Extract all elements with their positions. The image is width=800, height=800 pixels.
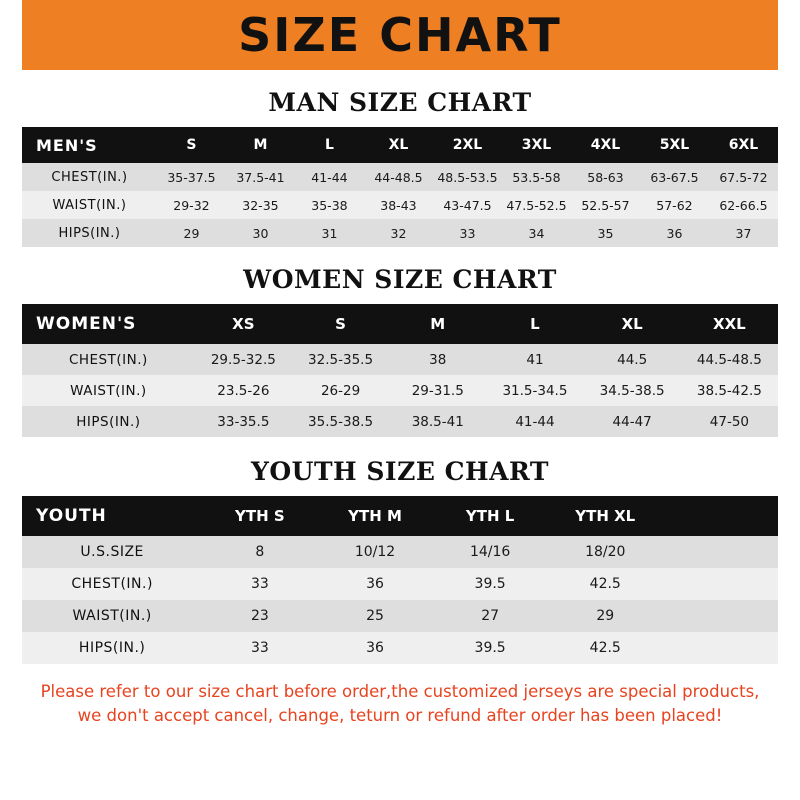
col-header-1: XS bbox=[195, 304, 292, 344]
cell: 44-47 bbox=[584, 406, 681, 437]
cell: 30 bbox=[226, 219, 295, 247]
page-title: SIZE CHART bbox=[238, 8, 562, 62]
row-label: CHEST(IN.) bbox=[22, 344, 195, 375]
cell: 31 bbox=[295, 219, 364, 247]
man-section-title: MAN SIZE CHART bbox=[268, 88, 532, 117]
cell: 29.5-32.5 bbox=[195, 344, 292, 375]
cell: 23 bbox=[202, 600, 317, 632]
col-header-3: M bbox=[389, 304, 486, 344]
cell: 57-62 bbox=[640, 191, 709, 219]
col-header-5 bbox=[663, 496, 778, 536]
col-header-4: YTH XL bbox=[548, 496, 663, 536]
row-label: CHEST(IN.) bbox=[22, 568, 202, 600]
cell: 42.5 bbox=[548, 632, 663, 664]
col-header-6: 3XL bbox=[502, 127, 571, 163]
cell: 18/20 bbox=[548, 536, 663, 568]
cell: 47-50 bbox=[681, 406, 778, 437]
cell: 63-67.5 bbox=[640, 163, 709, 191]
table-row bbox=[22, 163, 778, 191]
col-header-9: 6XL bbox=[709, 127, 778, 163]
cell: 27 bbox=[433, 600, 548, 632]
col-header-3: L bbox=[295, 127, 364, 163]
col-header-3: YTH L bbox=[433, 496, 548, 536]
col-header-4: XL bbox=[364, 127, 433, 163]
cell: 43-47.5 bbox=[433, 191, 502, 219]
cell: 41 bbox=[486, 344, 583, 375]
cell: 62-66.5 bbox=[709, 191, 778, 219]
cell bbox=[663, 536, 778, 568]
cell: 58-63 bbox=[571, 163, 640, 191]
col-header-4: L bbox=[486, 304, 583, 344]
cell: 29 bbox=[548, 600, 663, 632]
row-label: WAIST(IN.) bbox=[22, 191, 157, 219]
cell: 29-31.5 bbox=[389, 375, 486, 406]
table-header-row bbox=[22, 496, 778, 536]
cell: 34.5-38.5 bbox=[584, 375, 681, 406]
cell: 32 bbox=[364, 219, 433, 247]
cell: 41-44 bbox=[295, 163, 364, 191]
table-row bbox=[22, 344, 778, 375]
footer-note-line-1: Please refer to our size chart before order,the customized jerseys are special products, bbox=[40, 682, 760, 701]
cell: 38-43 bbox=[364, 191, 433, 219]
cell: 33-35.5 bbox=[195, 406, 292, 437]
cell bbox=[663, 600, 778, 632]
cell: 29-32 bbox=[157, 191, 226, 219]
women-section-title: WOMEN SIZE CHART bbox=[243, 265, 557, 294]
cell: 35-38 bbox=[295, 191, 364, 219]
cell: 34 bbox=[502, 219, 571, 247]
col-header-5: 2XL bbox=[433, 127, 502, 163]
col-header-2: YTH M bbox=[317, 496, 432, 536]
cell: 44-48.5 bbox=[364, 163, 433, 191]
table-row bbox=[22, 191, 778, 219]
cell: 38.5-42.5 bbox=[681, 375, 778, 406]
col-header-0: MEN'S bbox=[22, 127, 157, 163]
row-label: WAIST(IN.) bbox=[22, 600, 202, 632]
youth-section-title: YOUTH SIZE CHART bbox=[251, 457, 549, 486]
cell: 47.5-52.5 bbox=[502, 191, 571, 219]
cell: 35 bbox=[571, 219, 640, 247]
women-size-table bbox=[22, 304, 778, 437]
cell: 31.5-34.5 bbox=[486, 375, 583, 406]
row-label: HIPS(IN.) bbox=[22, 632, 202, 664]
cell: 52.5-57 bbox=[571, 191, 640, 219]
man-size-table bbox=[22, 127, 778, 247]
col-header-0: WOMEN'S bbox=[22, 304, 195, 344]
cell: 42.5 bbox=[548, 568, 663, 600]
cell: 26-29 bbox=[292, 375, 389, 406]
cell: 14/16 bbox=[433, 536, 548, 568]
row-label: CHEST(IN.) bbox=[22, 163, 157, 191]
cell: 33 bbox=[202, 632, 317, 664]
table-row bbox=[22, 375, 778, 406]
cell: 32.5-35.5 bbox=[292, 344, 389, 375]
youth-size-table bbox=[22, 496, 778, 664]
col-header-2: S bbox=[292, 304, 389, 344]
col-header-6: XXL bbox=[681, 304, 778, 344]
cell: 23.5-26 bbox=[195, 375, 292, 406]
row-label: U.S.SIZE bbox=[22, 536, 202, 568]
table-row bbox=[22, 600, 778, 632]
row-label: WAIST(IN.) bbox=[22, 375, 195, 406]
col-header-1: YTH S bbox=[202, 496, 317, 536]
cell: 33 bbox=[433, 219, 502, 247]
cell: 33 bbox=[202, 568, 317, 600]
cell: 25 bbox=[317, 600, 432, 632]
cell: 32-35 bbox=[226, 191, 295, 219]
cell: 37 bbox=[709, 219, 778, 247]
col-header-0: YOUTH bbox=[22, 496, 202, 536]
table-row bbox=[22, 406, 778, 437]
chart-content bbox=[0, 88, 800, 728]
footer-note bbox=[22, 680, 778, 728]
cell: 41-44 bbox=[486, 406, 583, 437]
header-right-margin bbox=[778, 0, 800, 70]
table-row bbox=[22, 536, 778, 568]
cell: 48.5-53.5 bbox=[433, 163, 502, 191]
cell: 8 bbox=[202, 536, 317, 568]
cell: 36 bbox=[317, 632, 432, 664]
cell bbox=[663, 568, 778, 600]
cell: 29 bbox=[157, 219, 226, 247]
table-row bbox=[22, 219, 778, 247]
table-row bbox=[22, 632, 778, 664]
row-label: HIPS(IN.) bbox=[22, 219, 157, 247]
col-header-2: M bbox=[226, 127, 295, 163]
cell: 37.5-41 bbox=[226, 163, 295, 191]
header-left-margin bbox=[0, 0, 22, 70]
cell: 53.5-58 bbox=[502, 163, 571, 191]
cell: 44.5-48.5 bbox=[681, 344, 778, 375]
cell: 35.5-38.5 bbox=[292, 406, 389, 437]
table-header-row bbox=[22, 127, 778, 163]
cell: 36 bbox=[317, 568, 432, 600]
cell: 39.5 bbox=[433, 632, 548, 664]
cell: 35-37.5 bbox=[157, 163, 226, 191]
cell: 39.5 bbox=[433, 568, 548, 600]
cell: 36 bbox=[640, 219, 709, 247]
cell: 10/12 bbox=[317, 536, 432, 568]
col-header-1: S bbox=[157, 127, 226, 163]
cell: 44.5 bbox=[584, 344, 681, 375]
header-banner bbox=[0, 0, 800, 70]
row-label: HIPS(IN.) bbox=[22, 406, 195, 437]
col-header-5: XL bbox=[584, 304, 681, 344]
cell bbox=[663, 632, 778, 664]
col-header-7: 4XL bbox=[571, 127, 640, 163]
cell: 67.5-72 bbox=[709, 163, 778, 191]
cell: 38 bbox=[389, 344, 486, 375]
cell: 38.5-41 bbox=[389, 406, 486, 437]
table-header-row bbox=[22, 304, 778, 344]
col-header-8: 5XL bbox=[640, 127, 709, 163]
table-row bbox=[22, 568, 778, 600]
footer-note-line-2: we don't accept cancel, change, teturn or refund after order has been placed! bbox=[77, 705, 723, 725]
